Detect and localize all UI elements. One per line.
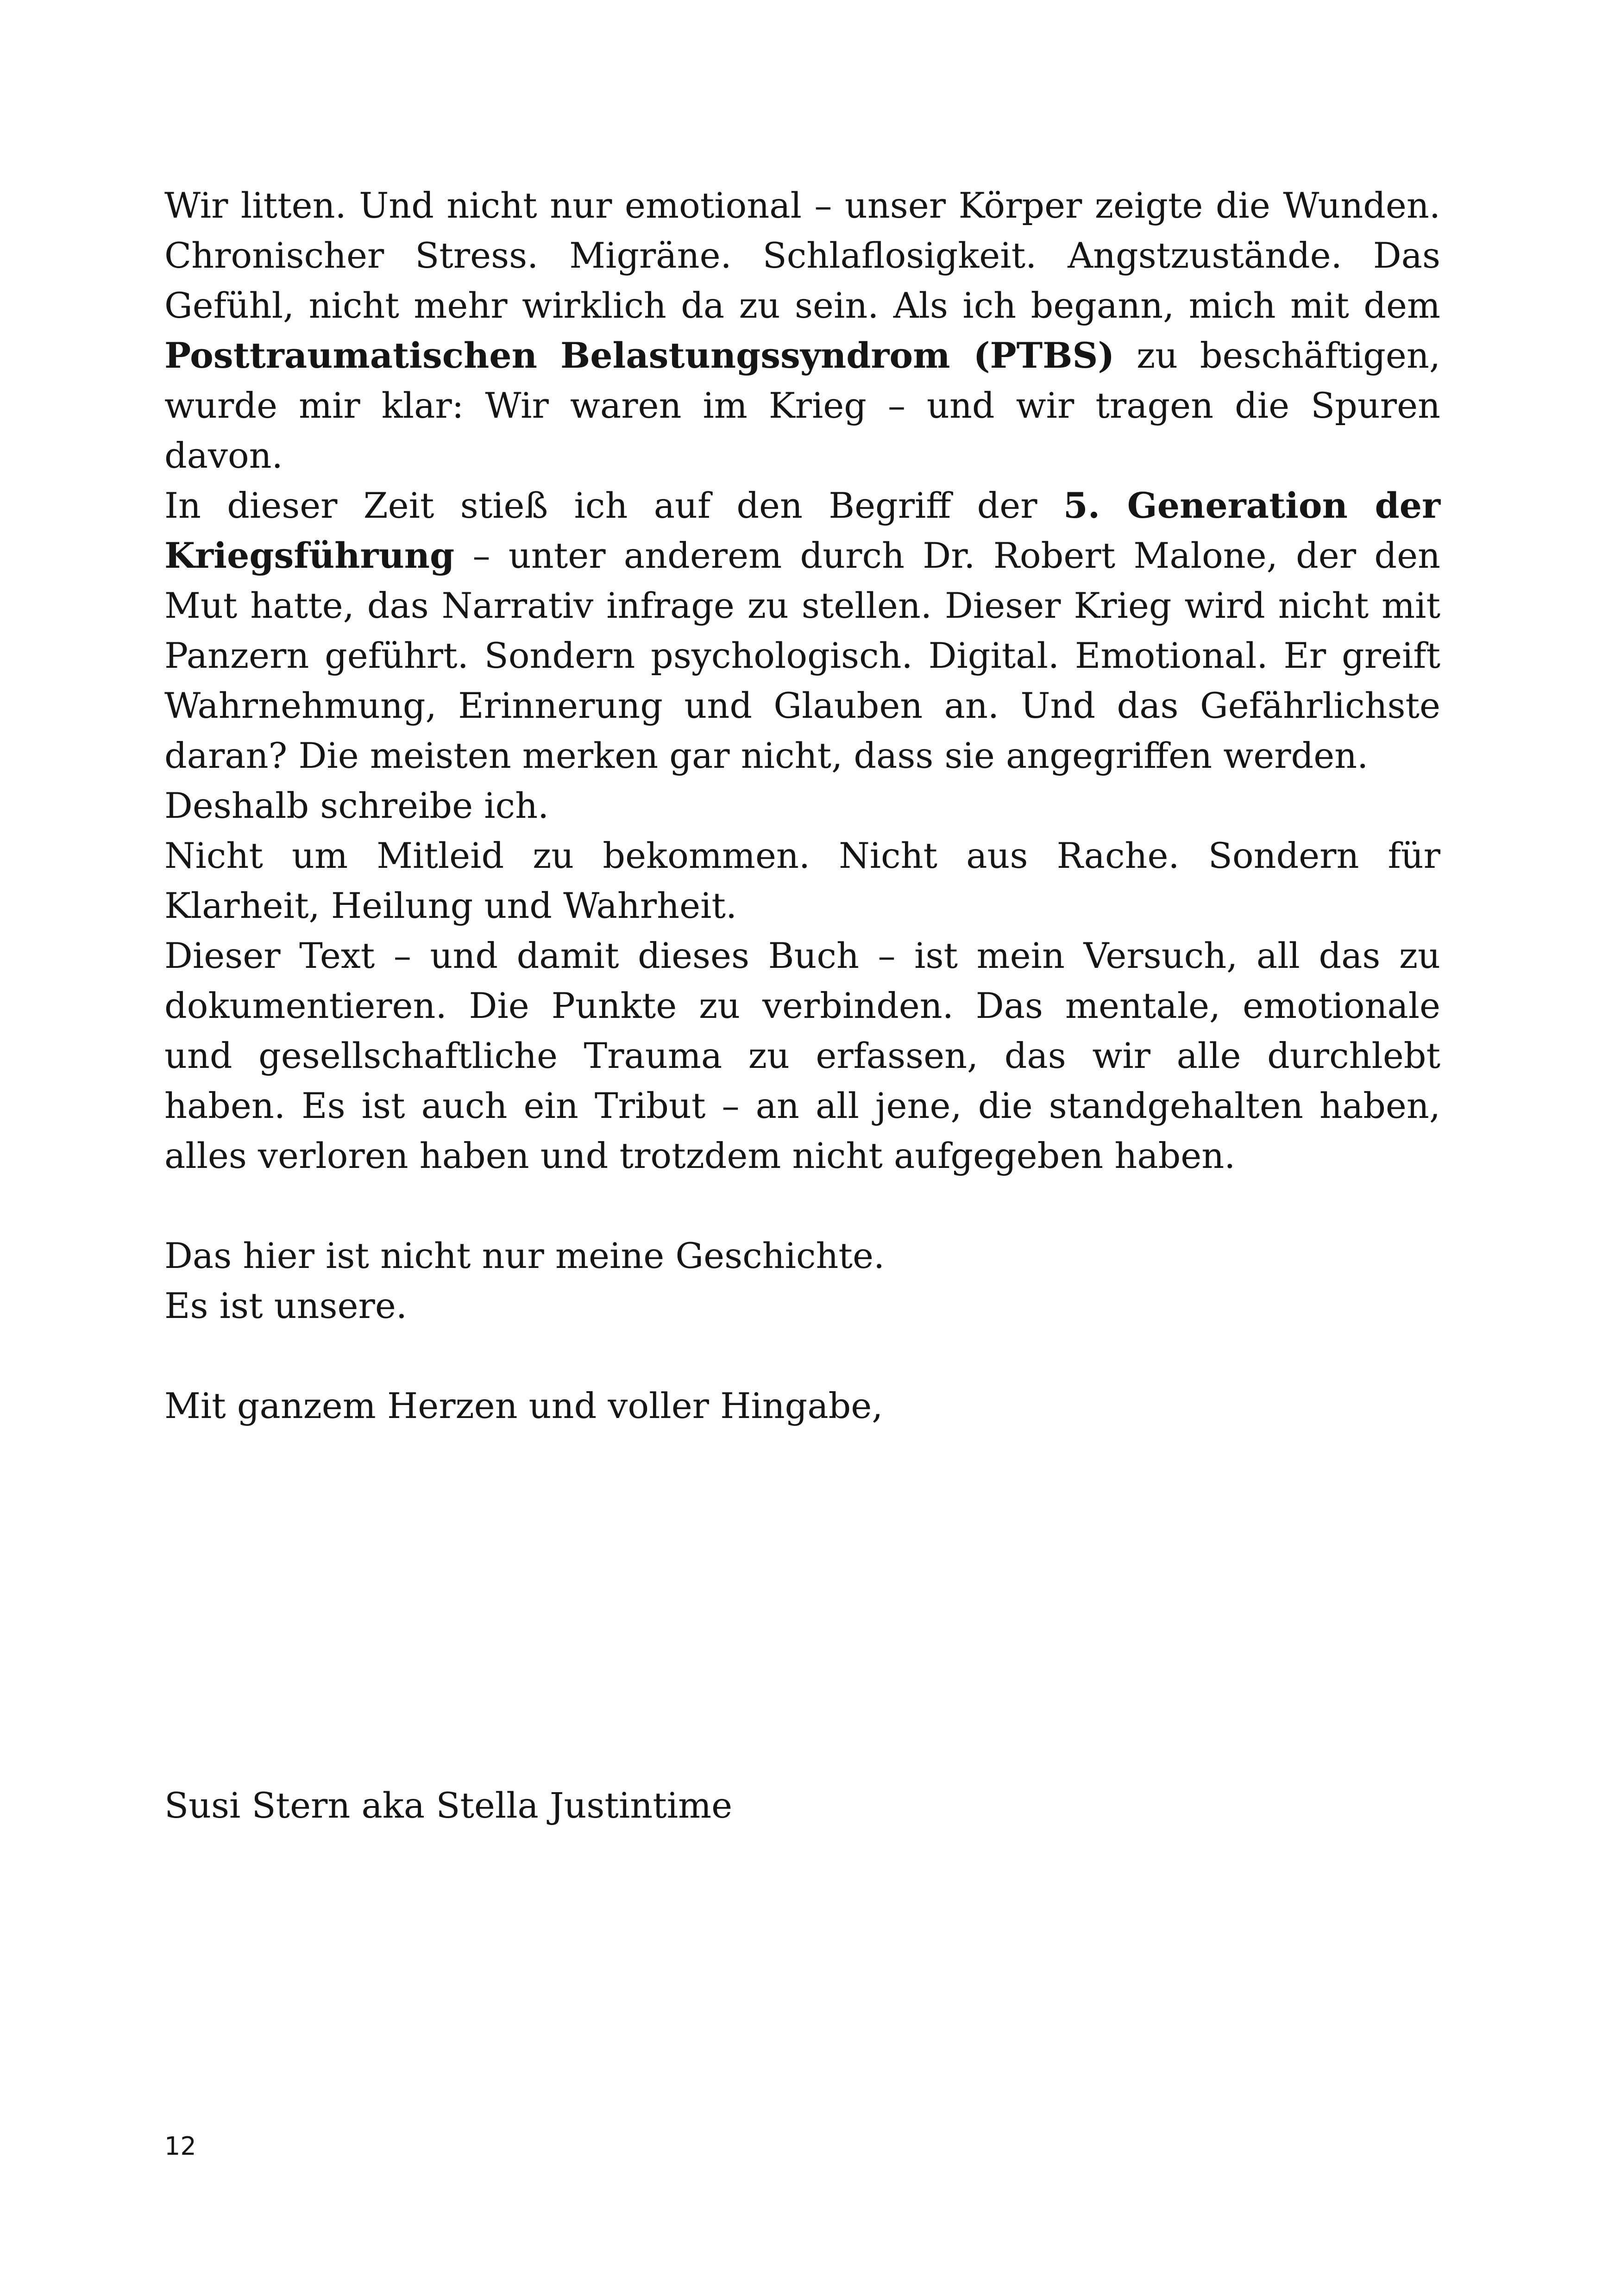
paragraph-warfare-text-b: – unter anderem durch Dr. Robert Malone, der den Mut hatte, das Narrativ infrage zu stellen. Dieser Krieg wird nicht mit Panzern geführt. Sondern psychologisch. Digital. Emotional. Er greift Wahrnehmung, Erinnerung und Glauben an. Und das Gefährlichste daran? Die meisten merken gar nicht, dass sie angegriffen werden.	[164, 535, 1440, 776]
paragraph-warfare-text-a: In dieser Zeit stieß ich auf den Begriff der	[164, 485, 1063, 526]
paragraph-ptbs-text-a: Wir litten. Und nicht nur emotional – unser Körper zeigte die Wunden. Chronischer Stress. Migräne. Schlaflosigkeit. Angstzustände. Das Gefühl, nicht mehr wirklich da zu sein. Als ich begann, mich mit dem	[164, 185, 1440, 326]
author-signature: Susi Stern aka Stella Justintime	[164, 1785, 733, 1826]
paragraph-fifth-generation-warfare	[164, 481, 1440, 781]
paragraph-gap	[164, 1331, 1440, 1381]
page-number: 12	[164, 2132, 196, 2161]
term-ptbs: Posttraumatischen Belastungssyndrom (PTBS)	[164, 335, 1115, 376]
closing-line-ours: Es ist unsere.	[164, 1285, 407, 1326]
paragraph-ptbs-text-b: zu beschäftigen, wurde mir klar: Wir waren im Krieg – und wir tragen die Spuren davon.	[164, 335, 1440, 476]
salutation: Mit ganzem Herzen und voller Hingabe,	[164, 1385, 883, 1426]
paragraph-reason: Deshalb schreibe ich.	[164, 785, 549, 826]
body-text	[164, 181, 1440, 1431]
paragraph-purpose: Dieser Text – und damit dieses Buch – ist mein Versuch, all das zu dokumentieren. Die Punkte zu verbinden. Das mentale, emotionale und gesellschaftliche Trauma zu erfassen, das wir alle durchlebt haben. Es ist auch ein Tribut – an all jene, die standgehalten haben, alles verloren haben und trotzdem nicht aufgegeben haben.	[164, 935, 1440, 1176]
paragraph-motivation: Nicht um Mitleid zu bekommen. Nicht aus Rache. Sondern für Klarheit, Heilung und Wahrheit.	[164, 835, 1440, 926]
closing-line-story: Das hier ist nicht nur meine Geschichte.	[164, 1235, 885, 1276]
paragraph-ptbs	[164, 181, 1440, 481]
paragraph-gap	[164, 1181, 1440, 1231]
term-fifth-generation-warfare: 5. Generation der Kriegsführung	[164, 485, 1441, 576]
